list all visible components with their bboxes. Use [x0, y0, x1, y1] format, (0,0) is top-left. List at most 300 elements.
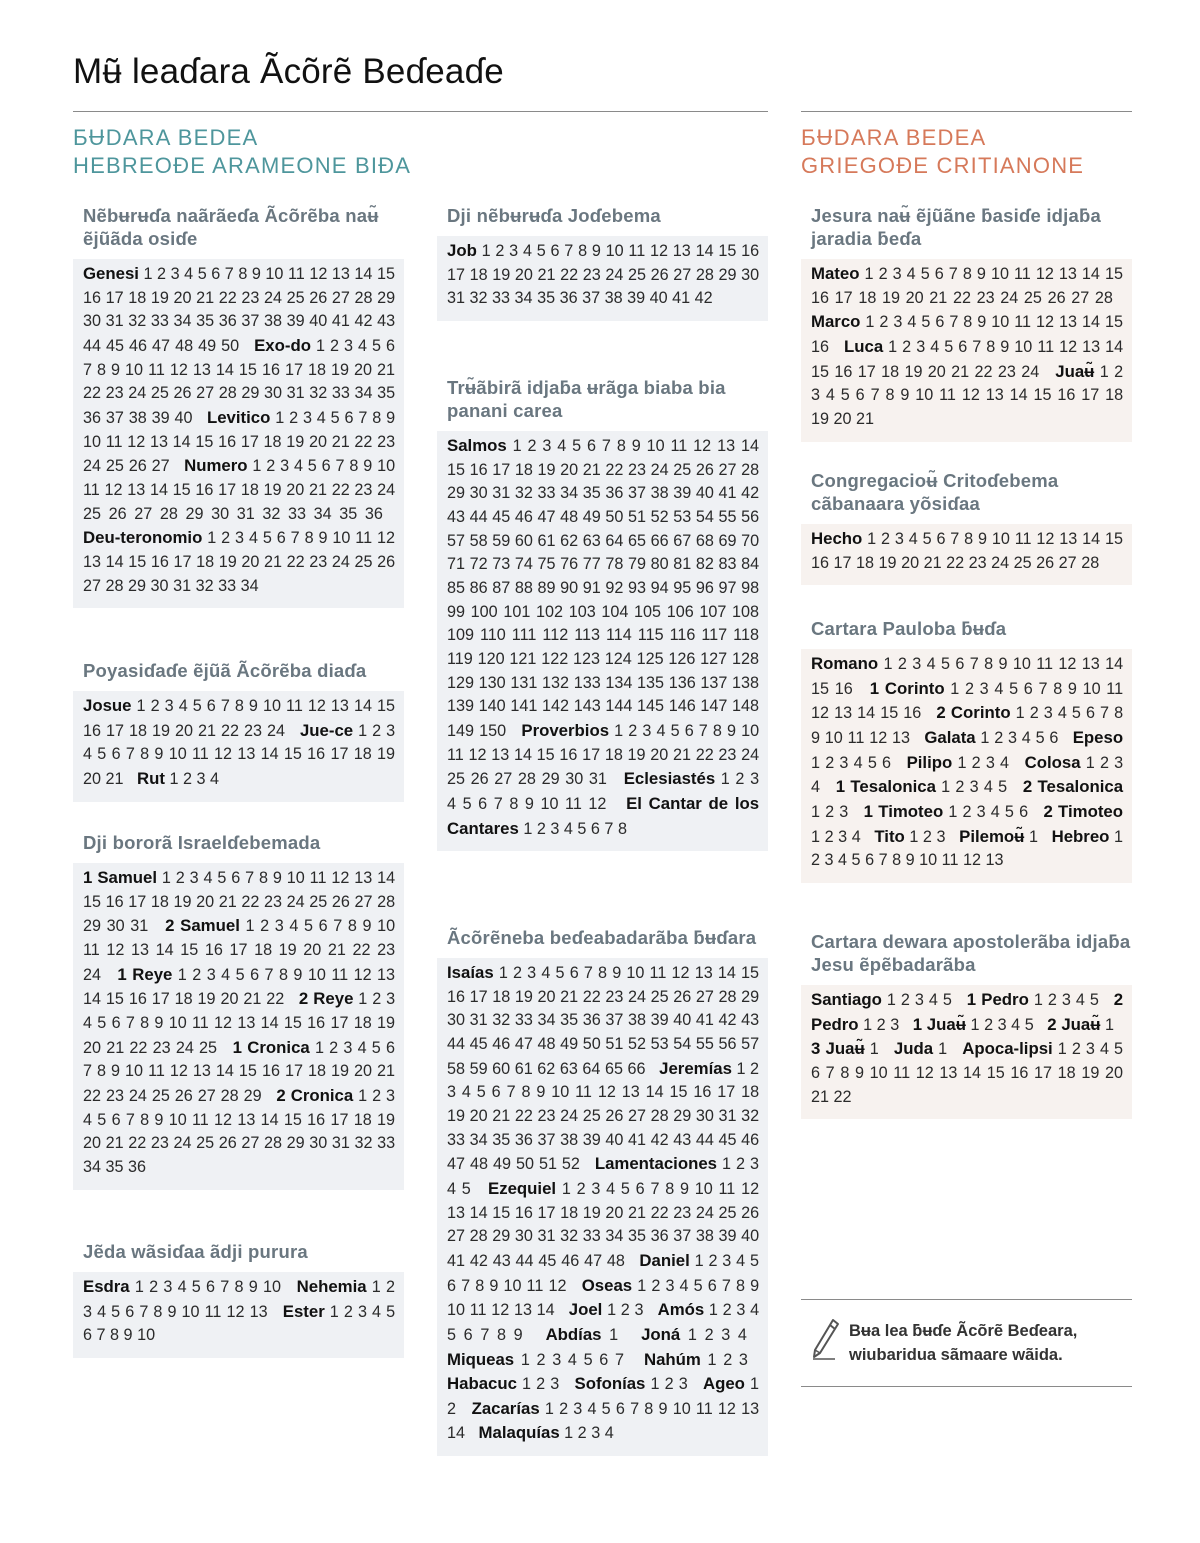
chapter-number[interactable]: 13 [249, 1302, 268, 1321]
chapter-number[interactable]: 7 [96, 1326, 106, 1345]
chapter-number[interactable]: 20 [308, 432, 327, 451]
chapter-number[interactable]: 1 [865, 313, 875, 332]
chapter-number[interactable]: 32 [492, 1011, 511, 1030]
chapter-number[interactable]: 127 [700, 649, 728, 668]
chapter-number[interactable]: 8 [885, 386, 895, 405]
chapter-number[interactable]: 8 [234, 1278, 244, 1296]
chapter-number[interactable]: 40 [174, 408, 193, 427]
chapter-number[interactable]: 13 [83, 552, 102, 571]
chapter-number[interactable]: 10 [1082, 679, 1101, 698]
chapter-number[interactable]: 9 [524, 794, 534, 813]
chapter-number[interactable]: 10 [824, 728, 843, 747]
chapter-number[interactable]: 33 [331, 384, 350, 403]
chapter-number[interactable]: 18 [307, 360, 326, 379]
chapter-number[interactable]: 20 [196, 892, 215, 911]
chapter-number[interactable]: 8 [153, 1302, 163, 1321]
chapter-number[interactable]: 16 [834, 362, 853, 381]
chapter-number[interactable]: 9 [1067, 679, 1077, 698]
chapter-number[interactable]: 16 [559, 745, 578, 764]
chapter-number[interactable]: 46 [514, 507, 533, 526]
chapter-number[interactable]: 4 [83, 1013, 93, 1032]
chapter-number[interactable]: 132 [542, 673, 570, 692]
chapter-number[interactable]: 15 [718, 242, 737, 260]
chapter-number[interactable]: 146 [668, 697, 696, 716]
chapter-number[interactable]: 15 [669, 1083, 688, 1102]
chapter-number[interactable]: 41 [628, 1130, 647, 1149]
chapter-number[interactable]: 5 [1071, 704, 1081, 723]
chapter-number[interactable]: 32 [469, 289, 488, 308]
chapter-number[interactable]: 1 [358, 721, 368, 740]
chapter-number[interactable]: 59 [469, 1059, 488, 1078]
chapter-number[interactable]: 12 [214, 1110, 233, 1129]
chapter-number[interactable]: 33 [218, 576, 237, 595]
chapter-number[interactable]: 4 [750, 1301, 760, 1320]
chapter-number[interactable]: 25 [718, 1203, 737, 1222]
chapter-number[interactable]: 16 [811, 553, 830, 572]
chapter-number[interactable]: 60 [514, 531, 533, 550]
chapter-number[interactable]: 17 [582, 745, 601, 764]
chapter-number[interactable]: 6 [111, 1110, 121, 1129]
chapter-number[interactable]: 6 [569, 964, 579, 982]
chapter-number[interactable]: 4 [606, 1179, 616, 1198]
chapter-number[interactable]: 7 [333, 917, 343, 936]
chapter-number[interactable]: 21 [308, 480, 327, 499]
chapter-number[interactable]: 10 [168, 745, 187, 764]
chapter-number[interactable]: 4 [930, 337, 940, 356]
chapter-number[interactable]: 11 [893, 1063, 911, 1082]
chapter-number[interactable]: 1 [970, 1015, 980, 1034]
chapter-number[interactable]: 29 [241, 384, 260, 403]
chapter-number[interactable]: 34 [560, 484, 579, 503]
chapter-number[interactable]: 19 [197, 990, 216, 1009]
chapter-number[interactable]: 11 [649, 964, 667, 982]
chapter-number[interactable]: 32 [128, 312, 147, 331]
chapter-number[interactable]: 40 [605, 1130, 624, 1149]
chapter-number[interactable]: 19 [152, 721, 171, 740]
chapter-number[interactable]: 85 [447, 578, 466, 597]
chapter-number[interactable]: 27 [673, 265, 692, 284]
chapter-number[interactable]: 4 [1099, 1040, 1109, 1059]
chapter-number[interactable]: 26 [605, 1106, 624, 1125]
chapter-number[interactable]: 2 [447, 1399, 457, 1418]
chapter-number[interactable]: 3 [591, 1179, 601, 1198]
chapter-number[interactable]: 2 [559, 1399, 569, 1418]
chapter-number[interactable]: 3 [1085, 1040, 1095, 1059]
chapter-number[interactable]: 3 [839, 802, 849, 821]
chapter-number[interactable]: 46 [561, 1251, 580, 1270]
chapter-number[interactable]: 2 [811, 851, 821, 870]
chapter-number[interactable]: 12 [548, 1276, 567, 1295]
chapter-number[interactable]: 1 [1113, 827, 1123, 846]
chapter-number[interactable]: 24 [741, 745, 760, 764]
chapter-number[interactable]: 43 [673, 1130, 692, 1149]
chapter-number[interactable]: 21 [331, 432, 350, 451]
chapter-number[interactable]: 16 [195, 480, 214, 499]
chapter-number[interactable]: 9 [154, 1013, 164, 1032]
chapter-number[interactable]: 4 [316, 408, 326, 427]
chapter-number[interactable]: 35 [560, 1011, 579, 1030]
chapter-number[interactable]: 2 [955, 778, 965, 797]
chapter-number[interactable]: 2 [824, 827, 834, 846]
chapter-number[interactable]: 7 [245, 869, 255, 887]
chapter-number[interactable]: 9 [513, 1325, 523, 1344]
chapter-number[interactable]: 28 [105, 576, 124, 595]
chapter-number[interactable]: 18 [254, 940, 273, 959]
chapter-number[interactable]: 4 [210, 769, 220, 788]
chapter-number[interactable]: 150 [479, 721, 507, 740]
chapter-number[interactable]: 29 [83, 917, 102, 936]
chapter-number[interactable]: 20 [537, 987, 556, 1006]
chapter-number[interactable]: 13 [377, 965, 396, 984]
chapter-number[interactable]: 18 [469, 265, 488, 284]
chapter-number[interactable]: 3 [447, 1083, 457, 1102]
chapter-number[interactable]: 143 [573, 697, 601, 716]
chapter-number[interactable]: 17 [537, 1203, 556, 1222]
chapter-number[interactable]: 24 [991, 553, 1010, 572]
chapter-number[interactable]: 3 [916, 337, 926, 356]
chapter-number[interactable]: 17 [833, 553, 852, 572]
chapter-number[interactable]: 26 [650, 265, 669, 284]
chapter-number[interactable]: 9 [111, 1062, 121, 1081]
chapter-number[interactable]: 5 [235, 965, 245, 984]
chapter-number[interactable]: 22 [650, 1203, 669, 1222]
chapter-number[interactable]: 50 [605, 507, 624, 526]
chapter-number[interactable]: 135 [637, 673, 665, 692]
chapter-number[interactable]: 39 [286, 312, 305, 331]
chapter-number[interactable]: 20 [905, 288, 924, 307]
chapter-number[interactable]: 26 [331, 892, 350, 911]
chapter-number[interactable]: 4 [447, 1179, 457, 1198]
chapter-number[interactable]: 13 [513, 1301, 532, 1320]
chapter-number[interactable]: 141 [510, 697, 538, 716]
chapter-number[interactable]: 13 [237, 1013, 256, 1032]
chapter-number[interactable]: 14 [215, 1062, 234, 1081]
chapter-number[interactable]: 9 [272, 869, 282, 887]
chapter-number[interactable]: 6 [707, 1276, 717, 1295]
chapter-number[interactable]: 3 [997, 1015, 1007, 1034]
chapter-number[interactable]: 23 [264, 892, 283, 911]
chapter-number[interactable]: 8 [234, 697, 244, 715]
chapter-number[interactable]: 1 [614, 721, 624, 740]
chapter-number[interactable]: 9 [727, 721, 737, 740]
chapter-number[interactable]: 20 [560, 460, 579, 479]
chapter-number[interactable]: 34 [240, 576, 259, 595]
chapter-number[interactable]: 21 [327, 940, 346, 959]
chapter-number[interactable]: 15 [811, 679, 830, 698]
chapter-number[interactable]: 16 [903, 704, 922, 723]
chapter-number[interactable]: 7 [564, 242, 574, 260]
chapter-number[interactable]: 75 [537, 555, 556, 574]
chapter-number[interactable]: 5 [922, 530, 932, 548]
chapter-number[interactable]: 49 [492, 1155, 511, 1174]
chapter-number[interactable]: 23 [673, 1203, 692, 1222]
chapter-number[interactable]: 22 [354, 432, 373, 451]
chapter-number[interactable]: 23 [244, 721, 263, 740]
chapter-number[interactable]: 55 [718, 507, 737, 526]
chapter-number[interactable]: 21 [243, 990, 262, 1009]
chapter-number[interactable]: 11 [628, 242, 646, 260]
chapter-number[interactable]: 28 [695, 265, 714, 284]
chapter-number[interactable]: 3 [164, 697, 174, 715]
chapter-number[interactable]: 4 [587, 1399, 597, 1418]
chapter-number[interactable]: 8 [712, 721, 722, 740]
chapter-number[interactable]: 30 [514, 1227, 533, 1246]
chapter-number[interactable]: 97 [718, 578, 737, 597]
chapter-number[interactable]: 7 [650, 1179, 660, 1198]
chapter-number[interactable]: 11 [1013, 265, 1031, 283]
chapter-number[interactable]: 31 [588, 770, 607, 789]
chapter-number[interactable]: 3 [824, 851, 834, 870]
chapter-number[interactable]: 7 [1100, 704, 1110, 723]
chapter-number[interactable]: 5 [693, 1276, 703, 1295]
chapter-number[interactable]: 15 [283, 1013, 302, 1032]
chapter-number[interactable]: 7 [630, 1399, 640, 1418]
chapter-number[interactable]: 5 [940, 655, 950, 673]
chapter-number[interactable]: 73 [492, 555, 511, 574]
chapter-number[interactable]: 103 [568, 602, 596, 621]
chapter-number[interactable]: 1 [512, 437, 522, 455]
chapter-number[interactable]: 17 [330, 1110, 349, 1129]
chapter-number[interactable]: 20 [303, 940, 322, 959]
chapter-number[interactable]: 19 [537, 460, 556, 479]
chapter-number[interactable]: 9 [167, 1302, 177, 1321]
chapter-number[interactable]: 7 [493, 794, 503, 813]
chapter-number[interactable]: 6 [318, 917, 328, 936]
chapter-number[interactable]: 6 [936, 530, 946, 548]
chapter-number[interactable]: 1 [720, 770, 730, 789]
chapter-number[interactable]: 12 [650, 242, 669, 260]
chapter-number[interactable]: 12 [1036, 530, 1055, 548]
chapter-number[interactable]: 11 [355, 529, 373, 548]
chapter-number[interactable]: 23 [241, 288, 260, 307]
chapter-number[interactable]: 25 [83, 504, 102, 523]
chapter-number[interactable]: 28 [377, 892, 396, 911]
chapter-number[interactable]: 1 [1028, 827, 1038, 846]
chapter-number[interactable]: 13 [192, 1062, 211, 1081]
chapter-number[interactable]: 67 [673, 531, 692, 550]
chapter-number[interactable]: 12 [1035, 265, 1054, 283]
chapter-number[interactable]: 2 [620, 1301, 630, 1320]
chapter-number[interactable]: 91 [582, 578, 601, 597]
chapter-number[interactable]: 27 [447, 1227, 466, 1246]
chapter-number[interactable]: 23 [377, 432, 396, 451]
chapter-number[interactable]: 14 [645, 1083, 664, 1102]
chapter-number[interactable]: 25 [650, 987, 669, 1006]
chapter-number[interactable]: 12 [1058, 655, 1077, 673]
chapter-number[interactable]: 1 [948, 802, 958, 821]
chapter-number[interactable]: 39 [151, 408, 170, 427]
chapter-number[interactable]: 2 [1099, 753, 1109, 772]
chapter-number[interactable]: 10 [83, 432, 102, 451]
chapter-number[interactable]: 45 [106, 336, 125, 355]
chapter-number[interactable]: 47 [537, 507, 556, 526]
chapter-number[interactable]: 6 [1019, 802, 1029, 821]
chapter-number[interactable]: 4 [1075, 991, 1085, 1009]
chapter-number[interactable]: 15 [492, 1203, 511, 1222]
chapter-number[interactable]: 5 [461, 1179, 471, 1198]
chapter-number[interactable]: 27 [354, 892, 373, 911]
chapter-number[interactable]: 51 [605, 1034, 624, 1053]
chapter-number[interactable]: 26 [128, 457, 147, 476]
chapter-number[interactable]: 14 [83, 990, 102, 1009]
chapter-number[interactable]: 5 [97, 1110, 107, 1129]
chapter-number[interactable]: 6 [855, 386, 865, 405]
chapter-number[interactable]: 3 [738, 1350, 748, 1369]
chapter-number[interactable]: 13 [672, 242, 691, 260]
chapter-number[interactable]: 39 [650, 1011, 669, 1030]
chapter-number[interactable]: 3 [343, 1038, 353, 1057]
chapter-number[interactable]: 1 [522, 1375, 532, 1394]
chapter-number[interactable]: 2 [329, 336, 339, 355]
chapter-number[interactable]: 7 [583, 964, 593, 982]
chapter-number[interactable]: 5 [1035, 728, 1045, 747]
chapter-number[interactable]: 24 [128, 1086, 147, 1105]
chapter-number[interactable]: 2 [183, 769, 193, 788]
chapter-number[interactable]: 32 [309, 384, 328, 403]
chapter-number[interactable]: 1 [980, 728, 990, 747]
chapter-number[interactable]: 38 [604, 289, 623, 308]
chapter-number[interactable]: 2 [651, 1276, 661, 1295]
chapter-number[interactable]: 6 [882, 753, 892, 772]
chapter-number[interactable]: 3 [274, 917, 284, 936]
chapter-number[interactable]: 19 [218, 552, 237, 571]
chapter-number[interactable]: 9 [591, 242, 601, 260]
chapter-number[interactable]: 10 [262, 697, 281, 715]
chapter-number[interactable]: 11 [941, 851, 959, 870]
chapter-number[interactable]: 2 [878, 265, 888, 283]
chapter-number[interactable]: 13 [985, 851, 1004, 870]
chapter-number[interactable]: 3 [936, 827, 946, 846]
chapter-number[interactable]: 14 [740, 437, 759, 455]
chapter-number[interactable]: 64 [582, 1059, 601, 1078]
chapter-number[interactable]: 18 [353, 745, 372, 764]
chapter-number[interactable]: 6 [231, 869, 241, 887]
chapter-number[interactable]: 7 [125, 1110, 135, 1129]
chapter-number[interactable]: 27 [494, 770, 513, 789]
chapter-number[interactable]: 16 [307, 745, 326, 764]
chapter-number[interactable]: 129 [447, 673, 475, 692]
chapter-number[interactable]: 8 [963, 313, 973, 332]
chapter-number[interactable]: 17 [284, 360, 303, 379]
chapter-number[interactable]: 4 [522, 242, 532, 260]
chapter-number[interactable]: 17 [1081, 386, 1100, 405]
chapter-number[interactable]: 2 [825, 753, 835, 772]
chapter-number[interactable]: 3 [527, 964, 537, 982]
chapter-number[interactable]: 8 [962, 265, 972, 283]
chapter-number[interactable]: 7 [972, 337, 982, 356]
chapter-number[interactable]: 26 [695, 460, 714, 479]
chapter-number[interactable]: 12 [961, 386, 980, 405]
chapter-number[interactable]: 2 [704, 1325, 714, 1344]
chapter-number[interactable]: 34 [605, 1227, 624, 1246]
chapter-number[interactable]: 9 [679, 1179, 689, 1198]
chapter-number[interactable]: 11 [939, 386, 956, 405]
chapter-number[interactable]: 2 [495, 242, 505, 260]
chapter-number[interactable]: 6 [111, 745, 121, 764]
chapter-number[interactable]: 3 [985, 753, 995, 772]
chapter-number[interactable]: 4 [853, 753, 863, 772]
chapter-number[interactable]: 5 [1004, 802, 1014, 821]
chapter-number[interactable]: 34 [313, 504, 332, 523]
chapter-number[interactable]: 5 [944, 337, 954, 356]
chapter-number[interactable]: 20 [220, 990, 239, 1009]
chapter-number[interactable]: 37 [582, 289, 601, 308]
chapter-number[interactable]: 28 [354, 288, 373, 307]
chapter-number[interactable]: 10 [377, 917, 396, 936]
chapter-number[interactable]: 84 [741, 555, 760, 574]
chapter-number[interactable]: 13 [1081, 655, 1100, 673]
chapter-number[interactable]: 22 [128, 1134, 147, 1153]
chapter-number[interactable]: 8 [735, 1276, 745, 1295]
chapter-number[interactable]: 7 [461, 1276, 471, 1295]
chapter-number[interactable]: 109 [447, 626, 475, 645]
chapter-number[interactable]: 4 [825, 386, 835, 405]
chapter-number[interactable]: 11 [1036, 655, 1054, 673]
chapter-number[interactable]: 34 [354, 384, 373, 403]
chapter-number[interactable]: 18 [881, 362, 900, 381]
chapter-number[interactable]: 20 [514, 265, 533, 284]
chapter-number[interactable]: 29 [492, 1227, 511, 1246]
chapter-number[interactable]: 24 [175, 1038, 194, 1057]
chapter-number[interactable]: 27 [718, 460, 737, 479]
chapter-number[interactable]: 15 [195, 432, 214, 451]
chapter-number[interactable]: 47 [447, 1155, 466, 1174]
chapter-number[interactable]: 9 [977, 313, 987, 332]
chapter-number[interactable]: 83 [718, 555, 737, 574]
chapter-number[interactable]: 10 [262, 1278, 281, 1296]
chapter-number[interactable]: 7 [506, 1083, 516, 1102]
chapter-number[interactable]: 4 [926, 655, 936, 673]
chapter-number[interactable]: 5 [1024, 1015, 1034, 1034]
chapter-number[interactable]: 33 [288, 504, 307, 523]
chapter-number[interactable]: 117 [701, 626, 728, 645]
chapter-number[interactable]: 7 [220, 1278, 230, 1296]
chapter-number[interactable]: 16 [1057, 386, 1076, 405]
chapter-number[interactable]: 6 [83, 1326, 93, 1345]
chapter-number[interactable]: 30 [264, 384, 283, 403]
chapter-number[interactable]: 3 [890, 1015, 900, 1034]
chapter-number[interactable]: 6 [276, 529, 286, 548]
chapter-number[interactable]: 3 [678, 1375, 688, 1394]
chapter-number[interactable]: 12 [214, 745, 233, 764]
chapter-number[interactable]: 26 [309, 288, 328, 307]
chapter-number[interactable]: 20 [650, 745, 669, 764]
chapter-number[interactable]: 24 [173, 1134, 192, 1153]
chapter-number[interactable]: 19 [1081, 1063, 1100, 1082]
chapter-number[interactable]: 22 [266, 990, 285, 1009]
chapter-number[interactable]: 3 [721, 1325, 731, 1344]
chapter-number[interactable]: 8 [349, 457, 359, 476]
chapter-number[interactable]: 2 [994, 728, 1004, 747]
chapter-number[interactable]: 4 [656, 721, 666, 740]
chapter-number[interactable]: 4 [679, 1276, 689, 1295]
chapter-number[interactable]: 8 [984, 655, 994, 673]
chapter-number[interactable]: 28 [517, 770, 536, 789]
chapter-number[interactable]: 1 [867, 530, 877, 548]
chapter-number[interactable]: 112 [542, 626, 569, 645]
chapter-number[interactable]: 114 [605, 626, 632, 645]
chapter-number[interactable]: 2 [971, 753, 981, 772]
chapter-number[interactable]: 4 [1021, 728, 1031, 747]
chapter-number[interactable]: 8 [372, 408, 382, 427]
chapter-number[interactable]: 4 [994, 679, 1004, 698]
chapter-number[interactable]: 1 [811, 802, 821, 821]
chapter-number[interactable]: 15 [447, 460, 466, 479]
chapter-number[interactable]: 21 [196, 288, 215, 307]
chapter-number[interactable]: 9 [489, 1276, 499, 1295]
chapter-number[interactable]: 5 [921, 313, 931, 332]
chapter-number[interactable]: 23 [537, 1106, 556, 1125]
